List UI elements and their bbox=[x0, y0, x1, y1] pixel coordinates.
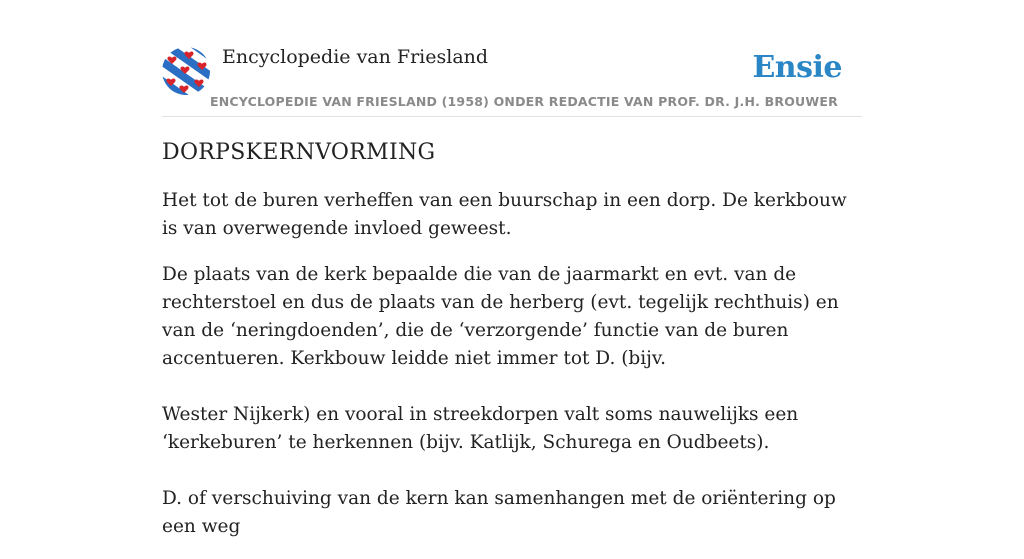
frisian-flag-icon[interactable] bbox=[162, 47, 210, 95]
article-title: DORPSKERNVORMING bbox=[162, 140, 436, 165]
site-subtitle: ENCYCLOPEDIE VAN FRIESLAND (1958) ONDER REDACTIE VAN PROF. DR. J.H. BROUWER bbox=[210, 94, 838, 109]
article-paragraph: Het tot de buren verheffen van een buurschap in een dorp. De kerkbouw is van overwegende invloed geweest. bbox=[162, 190, 847, 239]
site-title[interactable]: Encyclopedie van Friesland bbox=[222, 46, 489, 68]
article-paragraph: De plaats van de kerk bepaalde die van de jaarmarkt en evt. van de rechterstoel en dus de plaats van de herberg (evt. tegelijk rechthuis) en van de ‘neringdoenden’, die de ‘verzorgende’ functie van de buren accentueren. Kerkbouw leidde niet immer tot D. (bijv. Wester Nijkerk) en vooral in streekdorpen valt soms nauwelijks een ‘kerkeburen’ te herkennen (bijv. Katlijk, Schurega en Oudbeets). D. of verschuiving van de kern kan samenhangen met de oriëntering op een weg bbox=[162, 264, 839, 537]
article bbox=[162, 140, 862, 559]
site-header bbox=[162, 44, 862, 117]
ensie-logo[interactable]: Ensie bbox=[752, 50, 842, 85]
